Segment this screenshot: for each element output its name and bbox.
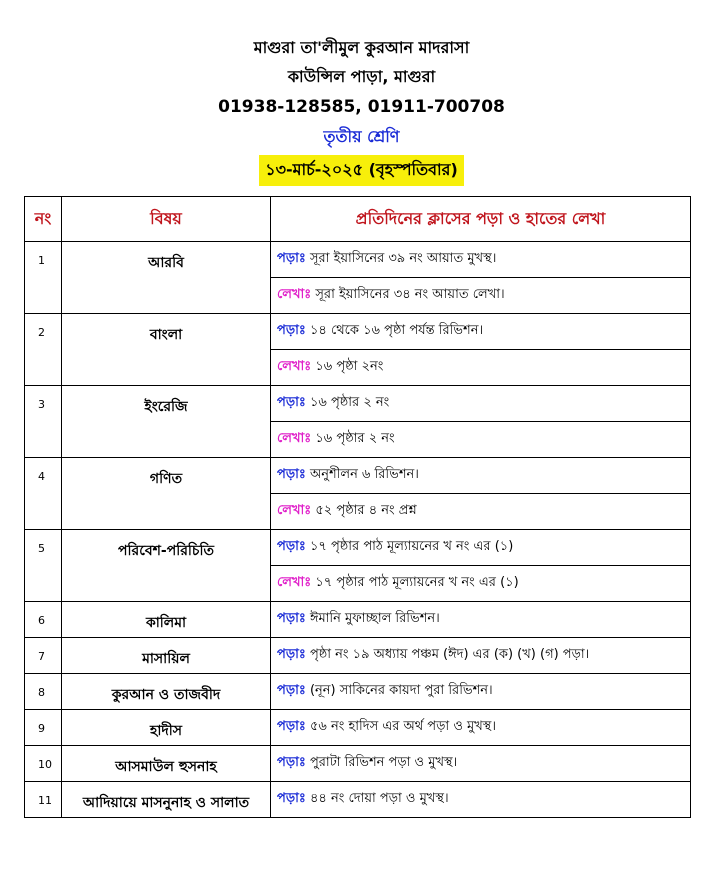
- table-row: [25, 242, 691, 278]
- read-task: [271, 710, 691, 746]
- subject-name: কালিমা: [62, 602, 271, 638]
- subject-name: বাংলা: [62, 314, 271, 386]
- table-row: [25, 746, 691, 782]
- read-label: পড়াঃ: [277, 467, 306, 482]
- write-text: ১৬ পৃষ্ঠার ২ নং: [315, 431, 395, 446]
- school-name: মাগুরা তা'লীমুল কুরআন মাদরাসা: [253, 38, 470, 57]
- row-number: 3: [25, 386, 62, 458]
- row-number: 8: [25, 674, 62, 710]
- read-text: ১৪ থেকে ১৬ পৃষ্ঠা পর্যন্ত রিভিশন।: [309, 323, 484, 338]
- subject-name: আসমাউল হুসনাহ: [62, 746, 271, 782]
- row-number: 5: [25, 530, 62, 602]
- read-text: পৃষ্ঠা নং ১৯ অধ্যায় পঞ্চম (ঈদ) এর (ক) (খ) (গ) পড়া।: [309, 647, 590, 662]
- write-text: ৫২ পৃষ্ঠার ৪ নং প্রশ্ন: [315, 503, 417, 518]
- write-task: [271, 422, 691, 458]
- document-header: [0, 30, 723, 186]
- read-text: ঈমানি মুফাচ্ছাল রিভিশন।: [309, 611, 440, 626]
- table-row: [25, 458, 691, 494]
- read-label: পড়াঃ: [277, 719, 306, 734]
- row-number: 7: [25, 638, 62, 674]
- write-label: লেখাঃ: [277, 431, 312, 446]
- read-task: [271, 746, 691, 782]
- subject-name: গণিত: [62, 458, 271, 530]
- read-text: (নূন) সাকিনের কায়দা পুরা রিভিশন।: [309, 683, 493, 698]
- read-task: [271, 386, 691, 422]
- subject-name: আরবি: [62, 242, 271, 314]
- read-task: [271, 314, 691, 350]
- row-number: 6: [25, 602, 62, 638]
- read-task: [271, 638, 691, 674]
- subject-name: কুরআন ও তাজবীদ: [62, 674, 271, 710]
- read-text: অনুশীলন ৬ রিভিশন।: [309, 467, 419, 482]
- row-number: 4: [25, 458, 62, 530]
- school-address: কাউন্সিল পাড়া, মাগুরা: [287, 67, 436, 86]
- schedule-table: [24, 196, 691, 818]
- phone-numbers: 01938-128585, 01911-700708: [218, 97, 505, 117]
- read-task: [271, 602, 691, 638]
- subject-name: মাসায়িল: [62, 638, 271, 674]
- read-label: পড়াঃ: [277, 683, 306, 698]
- read-text: পুরাটা রিভিশন পড়া ও মুখস্থ।: [309, 755, 458, 770]
- write-text: সূরা ইয়াসিনের ৩৪ নং আয়াত লেখা।: [315, 287, 505, 302]
- read-text: ১৬ পৃষ্ঠার ২ নং: [309, 395, 390, 410]
- col-header-task: প্রতিদিনের ক্লাসের পড়া ও হাতের লেখা: [271, 197, 691, 242]
- write-task: [271, 566, 691, 602]
- table-header-row: [25, 197, 691, 242]
- table-row: [25, 530, 691, 566]
- read-task: [271, 782, 691, 818]
- read-label: পড়াঃ: [277, 539, 306, 554]
- write-task: [271, 494, 691, 530]
- table-row: [25, 710, 691, 746]
- subject-name: ইংরেজি: [62, 386, 271, 458]
- write-text: ১৭ পৃষ্ঠার পাঠ মূল্যায়নের খ নং এর (১): [315, 575, 519, 590]
- subject-name: হাদীস: [62, 710, 271, 746]
- table-row: [25, 782, 691, 818]
- date-highlight: ১৩-মার্চ-২০২৫ (বৃহস্পতিবার): [259, 155, 464, 186]
- table-row: [25, 674, 691, 710]
- row-number: 9: [25, 710, 62, 746]
- write-task: [271, 278, 691, 314]
- read-label: পড়াঃ: [277, 395, 306, 410]
- read-label: পড়াঃ: [277, 323, 306, 338]
- read-task: [271, 242, 691, 278]
- class-name: তৃতীয় শ্রেণি: [323, 127, 400, 146]
- col-header-subject: বিষয়: [62, 197, 271, 242]
- col-header-no: নং: [25, 197, 62, 242]
- read-label: পড়াঃ: [277, 251, 306, 266]
- write-text: ১৬ পৃষ্ঠা ২নং: [315, 359, 384, 374]
- read-task: [271, 530, 691, 566]
- table-row: [25, 602, 691, 638]
- subject-name: আদিয়ায়ে মাসনুনাহ ও সালাত: [62, 782, 271, 818]
- read-text: সূরা ইয়াসিনের ৩৯ নং আয়াত মুখস্থ।: [309, 251, 497, 266]
- row-number: 11: [25, 782, 62, 818]
- read-text: ৪৪ নং দোয়া পড়া ও মুখস্থ।: [309, 791, 449, 806]
- write-label: লেখাঃ: [277, 287, 312, 302]
- read-label: পড়াঃ: [277, 611, 306, 626]
- table-row: [25, 638, 691, 674]
- subject-name: পরিবেশ-পরিচিতি: [62, 530, 271, 602]
- read-text: ১৭ পৃষ্ঠার পাঠ মূল্যায়নের খ নং এর (১): [309, 539, 514, 554]
- row-number: 2: [25, 314, 62, 386]
- row-number: 10: [25, 746, 62, 782]
- write-label: লেখাঃ: [277, 503, 312, 518]
- read-task: [271, 674, 691, 710]
- write-label: লেখাঃ: [277, 359, 312, 374]
- read-label: পড়াঃ: [277, 755, 306, 770]
- table-row: [25, 386, 691, 422]
- read-label: পড়াঃ: [277, 647, 306, 662]
- write-task: [271, 350, 691, 386]
- row-number: 1: [25, 242, 62, 314]
- table-row: [25, 314, 691, 350]
- read-text: ৫৬ নং হাদিস এর অর্থ পড়া ও মুখস্থ।: [309, 719, 497, 734]
- read-task: [271, 458, 691, 494]
- read-label: পড়াঃ: [277, 791, 306, 806]
- write-label: লেখাঃ: [277, 575, 312, 590]
